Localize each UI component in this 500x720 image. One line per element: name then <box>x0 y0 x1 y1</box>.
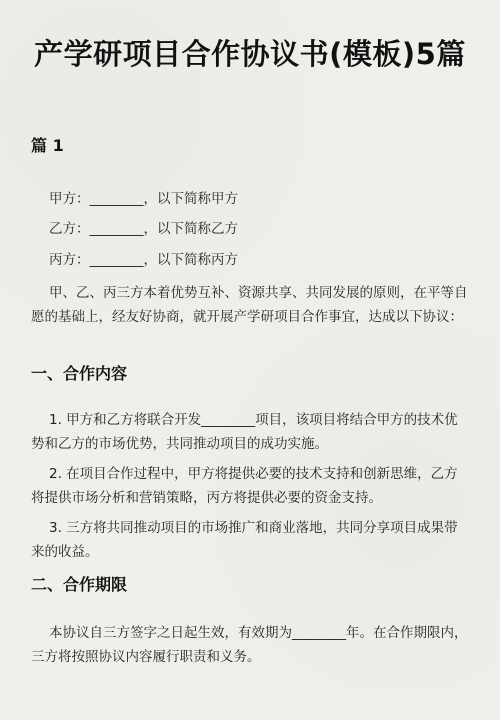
content-item-2: 2. 在项目合作过程中，甲方将提供必要的技术支持和创新思维，乙方将提供市场分析和营销策略，丙方将提供必要的资金支持。 <box>31 466 458 506</box>
section-heading-cooperation-period: 二、合作期限 <box>31 575 128 594</box>
section-heading-cooperation-content: 一、合作内容 <box>31 364 128 383</box>
party-b-line: 乙方：________，以下简称乙方 <box>49 221 238 237</box>
party-c-line: 丙方：________，以下简称丙方 <box>49 252 238 268</box>
intro-paragraph: 甲、乙、丙三方本着优势互补、资源共享、共同发展的原则，在平等自愿的基础上，经友好协商，就开展产学研项目合作事宜，达成以下协议： <box>31 285 468 325</box>
part-heading: 篇 1 <box>31 136 64 155</box>
content-item-1: 1. 甲方和乙方将联合开发________项目，该项目将结合甲方的技术优势和乙方的市场优势，共同推动项目的成功实施。 <box>31 412 458 452</box>
party-a-line: 甲方：________，以下简称甲方 <box>49 191 238 207</box>
period-paragraph: 本协议自三方签字之日起生效，有效期为________年。在合作期限内，三方将按照协议内容履行职责和义务。 <box>31 625 468 665</box>
document-title: 产学研项目合作协议书(模板)5篇 <box>34 37 466 71</box>
content-item-3: 3. 三方将共同推动项目的市场推广和商业落地，共同分享项目成果带来的收益。 <box>31 520 458 560</box>
